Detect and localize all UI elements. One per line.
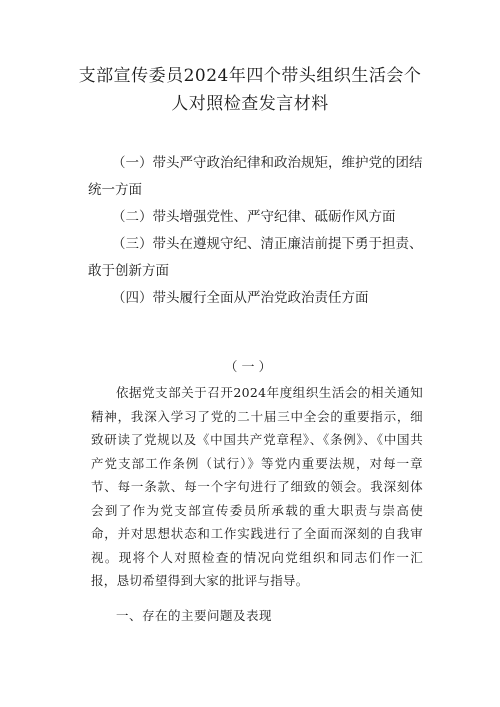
intro-paragraph: 依据党支部关于召开2024年度组织生活会的相关通知精神，我深入学习了党的二十届三中全会的重要指示，细致研读了党规以及《中国共产党章程》、《条例》、《中国共产党支部工作条例（试行）》等党内重要法规，对每一章节、每一条款、每一个字句进行了细致的领会。我深刻体会到了作为党支部宣传委员所承载的重大职责与崇高使命，并对思想状态和工作实践进行了全面而深刻的自我审视。现将个人对照检查的情况向党组织和同志们作一汇报，恳切希望得到大家的批评与指导。 xyxy=(91,385,423,588)
section-list-item: （三）带头在遵规守纪、清正廉洁前提下勇于担责、敢于创新方面 xyxy=(88,236,423,279)
subheading: 一、存在的主要问题及表现 xyxy=(116,608,273,623)
page-title: 支部宣传委员2024年四个带头组织生活会个人对照检查发言材料 xyxy=(78,66,422,114)
section-list xyxy=(88,150,428,312)
section-heading: （一） xyxy=(224,360,276,375)
section-list-item: （四）带头履行全面从严治党政治责任方面 xyxy=(112,290,369,306)
section-list-item: （二）带头增强党性、严守纪律、砥砺作风方面 xyxy=(112,209,396,225)
section-list-item: （一）带头严守政治纪律和政治规矩，维护党的团结统一方面 xyxy=(88,155,423,198)
